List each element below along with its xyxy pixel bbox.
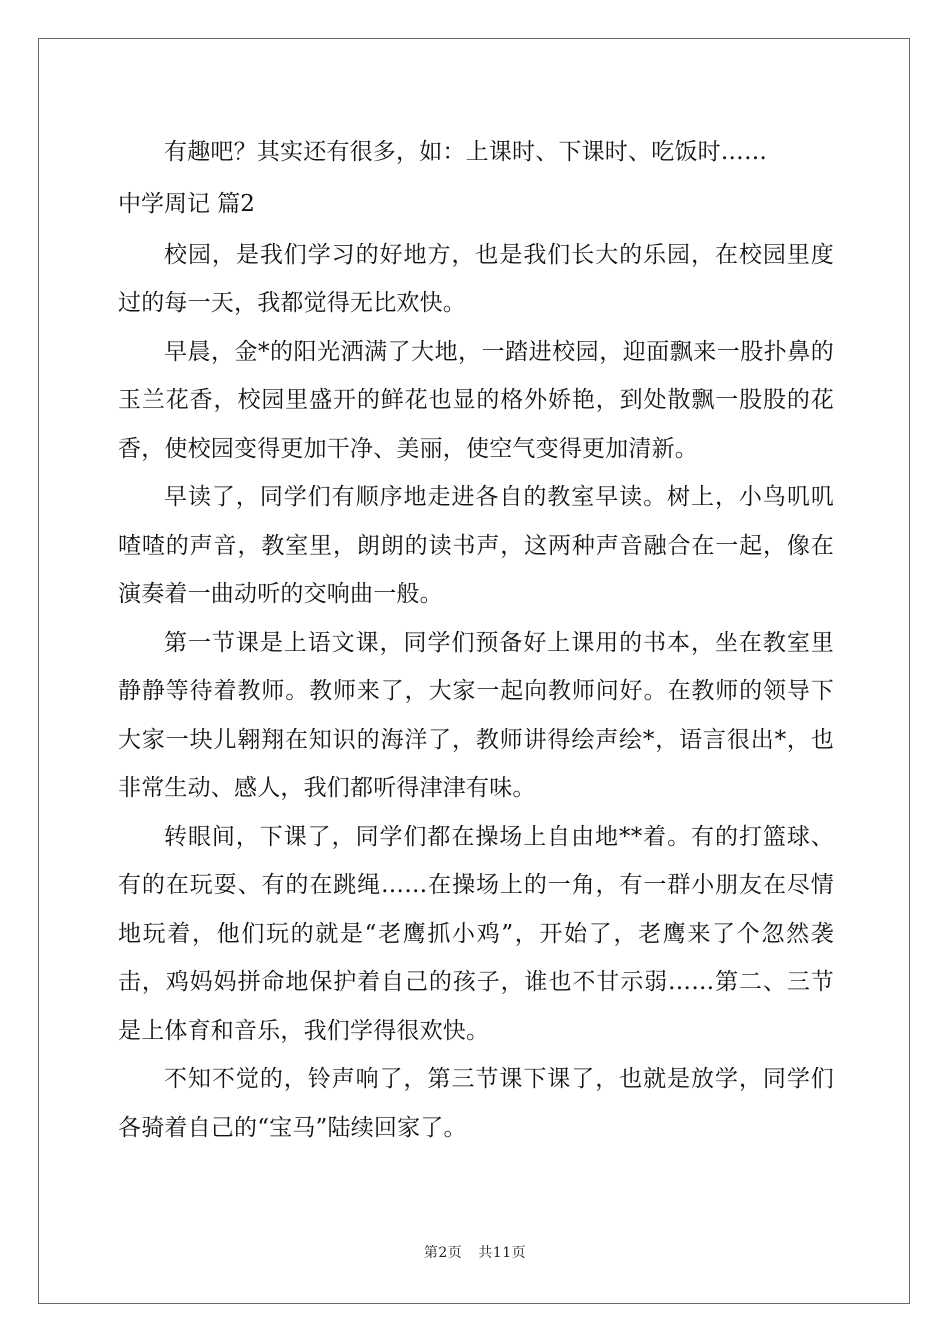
paragraph-6: 转眼间，下课了，同学们都在操场上自由地**着。有的打篮球、有的在玩耍、有的在跳绳……在操场上的一角，有一群小朋友在尽情地玩着，他们玩的就是“老鹰抓小鸡”，开始了，老鹰来了个忽然袭击，鸡妈妈拼命地保护着自己的孩子，谁也不甘示弱……第二、三节是上体育和音乐，我们学得很欢快。 bbox=[118, 823, 834, 1044]
paragraph-4: 早读了，同学们有顺序地走进各自的教室早读。树上，小鸟叽叽喳喳的声音，教室里，朗朗的读书声，这两种声音融合在一起，像在演奏着一曲动听的交响曲一般。 bbox=[118, 484, 834, 607]
document-body bbox=[118, 128, 834, 1152]
section-heading: 中学周记 篇2 bbox=[118, 190, 255, 217]
page-footer bbox=[0, 1242, 950, 1262]
paragraph-1: 有趣吧？其实还有很多，如：上课时、下课时、吃饭时…… bbox=[164, 139, 768, 165]
page-total: 共11页 bbox=[478, 1245, 527, 1261]
paragraph-3: 早晨，金*的阳光洒满了大地，一踏进校园，迎面飘来一股扑鼻的玉兰花香，校园里盛开的鲜花也显的格外娇艳，到处散飘一股股的花香，使校园变得更加干净、美丽，使空气变得更加清新。 bbox=[118, 338, 834, 462]
paragraph-2: 校园，是我们学习的好地方，也是我们长大的乐园，在校园里度过的每一天，我都觉得无比欢快。 bbox=[118, 241, 834, 316]
paragraph-5: 第一节课是上语文课，同学们预备好上课用的书本，坐在教室里静静等待着教师。教师来了，大家一起向教师问好。在教师的领导下大家一块儿翱翔在知识的海洋了，教师讲得绘声绘*，语言很出*，也非常生动、感人，我们都听得津津有味。 bbox=[118, 629, 834, 801]
paragraph-7: 不知不觉的，铃声响了，第三节课下课了，也就是放学，同学们各骑着自己的“宝马”陆续回家了。 bbox=[118, 1066, 834, 1141]
page-number: 第2页 bbox=[423, 1245, 463, 1261]
